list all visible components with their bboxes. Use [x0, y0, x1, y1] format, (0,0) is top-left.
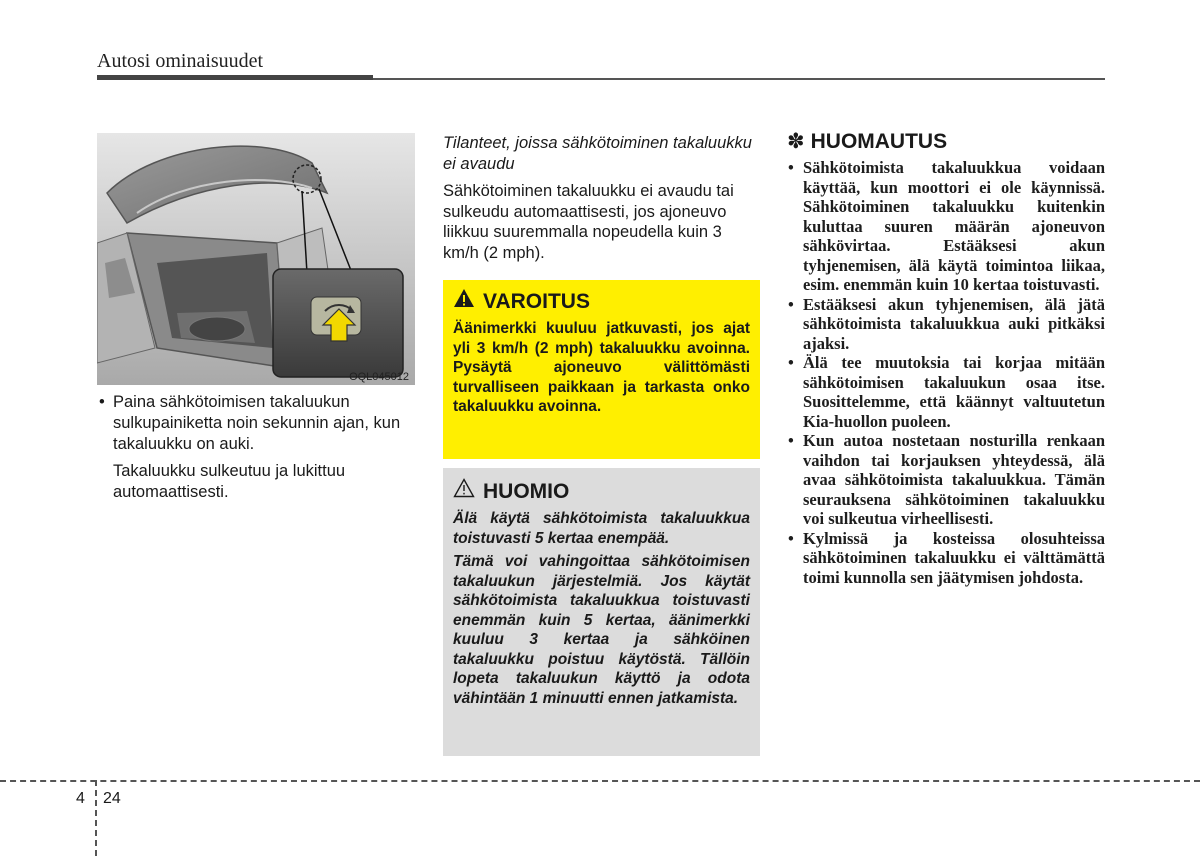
warning-title-row [453, 288, 750, 315]
warning-text: Äänimerkki kuuluu jatkuvasti, jos ajat yli 3 km/h (2 mph) takaluukku avoinna. Pysäytä ajoneuvo välittömästi turvalliseen paikkaan ja tarkasta onko takaluukku avoinna. [453, 320, 750, 415]
footer-divider [0, 780, 1200, 782]
tailgate-illustration [97, 133, 415, 385]
conditions-subheading: Tilanteet, joissa sähkötoiminen takaluukku ei avaudu [443, 134, 752, 173]
caution-title-row [453, 478, 750, 505]
notice-column [787, 128, 1105, 587]
tailgate-figure [97, 133, 415, 385]
figure-code: OQL045012 [349, 371, 409, 383]
instruction-bullet: • Paina sähkötoimisen takaluukun sulkupainiketta noin sekunnin ajan, kun takaluukku on auki. [97, 392, 415, 455]
notice-heading [787, 128, 1105, 156]
caution-triangle-icon [453, 478, 475, 505]
conditions-column [443, 133, 760, 263]
notice-item: • Älä tee muutoksia tai korjaa mitään sähkötoimisen takaluukun osaa itse. Suosittelemme, että käännyt valtuutetun Kia-huollon puoleen. [787, 353, 1105, 431]
instructions-column [97, 392, 415, 503]
footer-vertical-divider [95, 780, 97, 856]
notice-item: • Sähkötoimista takaluukkua voidaan käyttää, kun moottori ei ole käynnissä. Sähkötoiminen takaluukku kuitenkin kuluttaa suuren määrän ajoneuvon sähkövirtaa. Estääksesi akun tyhjenemisen, älä käytä toimintoa liikaa, esim. enemmän kuin 10 kertaa toistuvasti. [787, 158, 1105, 295]
notice-item: • Kylmissä ja kosteissa olosuhteissa sähkötoiminen takaluukku ei välttämättä toimi kunnolla sen jäätymisen johdosta. [787, 529, 1105, 588]
notice-item: • Kun autoa nostetaan nosturilla renkaan vaihdon tai korjauksen yhteydessä, älä avaa sähkötoimista takaluukkua. Tämän seurauksena sähkötoiminen takaluukku voi sulkeutua virheellisesti. [787, 431, 1105, 529]
notice-title: HUOMAUTUS [810, 130, 948, 153]
page-header-title: Autosi ominaisuudet [97, 50, 264, 72]
warning-box [443, 280, 760, 459]
warning-triangle-icon [453, 288, 475, 315]
caution-paragraph-1: Älä käytä sähkötoimista takaluukkua toistuvasti 5 kertaa enempää. [453, 510, 750, 547]
notice-list [787, 158, 1105, 587]
header-rule-thin [373, 78, 1105, 80]
caution-box [443, 468, 760, 756]
instruction-followup: Takaluukku sulkeutuu ja lukittuu automaattisesti. [113, 462, 346, 501]
caution-title: HUOMIO [483, 479, 570, 503]
conditions-body: Sähkötoiminen takaluukku ei avaudu tai sulkeudu automaattisesti, jos ajoneuvo liikkuu suuremmalla nopeudella kuin 3 km/h (2 mph). [443, 182, 734, 262]
chapter-number: 4 [76, 790, 85, 807]
caution-paragraph-2: Tämä voi vahingoittaa sähkötoimisen takaluukun järjestelmiä. Jos käytät sähkötoimista takaluukkua toistuvasti enemmän kuin 5 kertaa, äänimerkki kuuluu 3 kertaa ja sähköinen takaluukku poistuu käytöstä. Tällöin lopeta takaluukun käyttö ja odota vähintään 1 minuutti ennen jatkamista. [453, 553, 750, 707]
header-rule-thick [97, 75, 373, 80]
warning-title: VAROITUS [483, 289, 590, 313]
notice-item: • Estääksesi akun tyhjenemisen, älä jätä sähkötoimista takaluukkua auki pitkäksi ajaksi. [787, 295, 1105, 354]
page-number: 24 [103, 790, 121, 807]
asterisk-icon: ✽ [787, 130, 805, 153]
